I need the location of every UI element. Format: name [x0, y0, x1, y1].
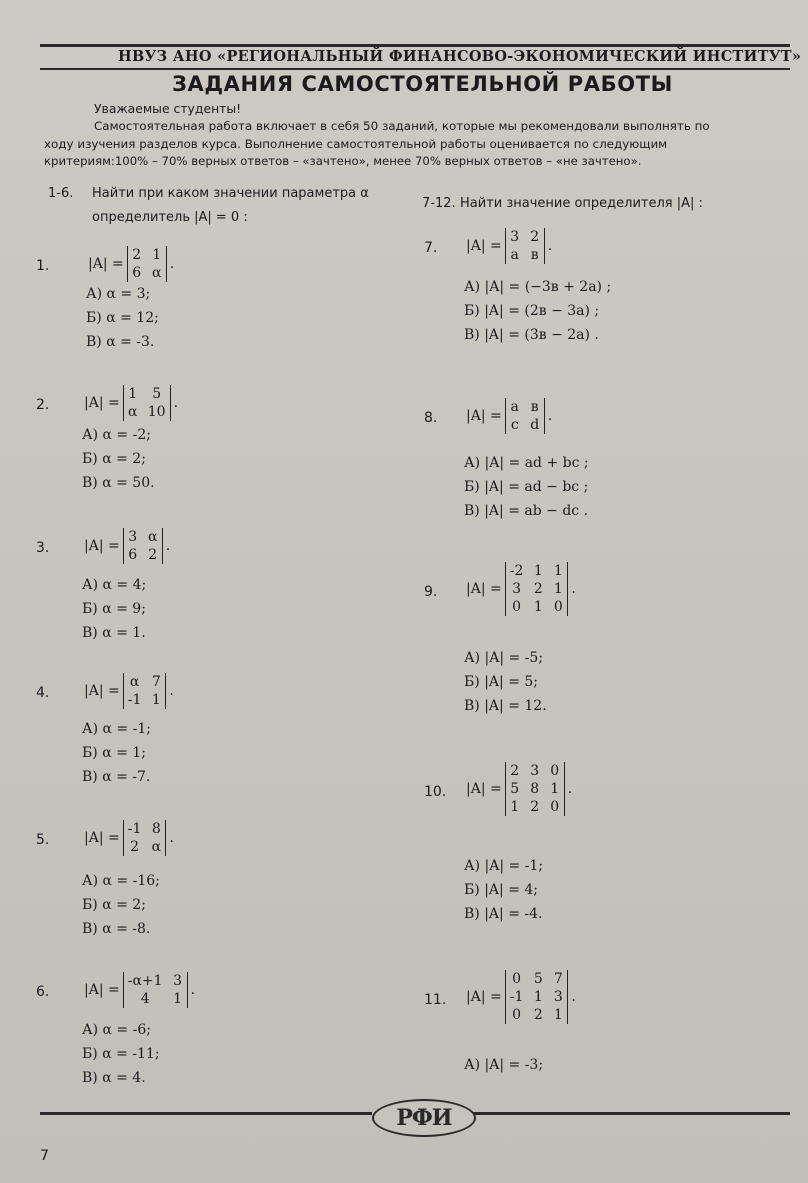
- matrix-cell: 1: [151, 692, 161, 708]
- left-determinant: [84, 528, 170, 564]
- matrix-cell: 1: [152, 247, 162, 263]
- determinant-lhs: |A| =: [466, 581, 502, 597]
- left-answer-option: А) α = 3;: [86, 286, 151, 302]
- matrix-cell: в: [530, 399, 539, 415]
- matrix-cell: 0: [550, 799, 560, 815]
- matrix-cell: 1: [553, 1007, 563, 1023]
- left-answer-option: В) α = 50.: [82, 475, 155, 491]
- right-problem-number: 7.: [424, 240, 438, 256]
- left-problem-number: 3.: [36, 540, 50, 556]
- left-answer-option: А) α = 4;: [82, 577, 147, 593]
- right-answer-option: А) |A| = (−3в + 2а) ;: [464, 279, 612, 295]
- determinant-period: .: [169, 256, 175, 272]
- matrix-cell: 0: [512, 971, 522, 987]
- determinant-lhs: |A| =: [84, 395, 120, 411]
- determinant-period: .: [571, 581, 576, 597]
- matrix-cell: 5: [152, 386, 162, 402]
- right-answer-option: А) |A| = ad + bc ;: [464, 455, 589, 471]
- matrix-cell: 3: [512, 581, 522, 597]
- left-problem-number: 2.: [36, 397, 50, 413]
- matrix-cell: α: [151, 839, 162, 855]
- right-answer-option: Б) |A| = (2в − 3а) ;: [464, 303, 600, 319]
- matrix-cell: 0: [512, 599, 522, 615]
- left-determinant: [84, 820, 174, 856]
- page-number: 7: [40, 1148, 49, 1164]
- determinant-matrix: [123, 385, 171, 421]
- left-answer-option: А) α = -16;: [82, 873, 160, 889]
- matrix-cell: 0: [512, 1007, 522, 1023]
- matrix-cell: α: [129, 674, 140, 690]
- left-answer-option: Б) α = -11;: [82, 1046, 160, 1062]
- determinant-matrix: [505, 762, 565, 816]
- matrix-cell: а: [510, 399, 519, 415]
- determinant-matrix: [123, 972, 188, 1008]
- left-answer-option: В) α = -8.: [82, 921, 151, 937]
- right-answer-option: А) |A| = -5;: [464, 650, 544, 666]
- left-answer-option: В) α = -7.: [82, 769, 151, 785]
- left-answer-option: Б) α = 9;: [82, 601, 146, 617]
- matrix-cell: 1: [533, 563, 543, 579]
- right-answer-option: А) |A| = -1;: [464, 858, 544, 874]
- determinant-lhs: |A| =: [466, 408, 502, 424]
- right-section-label: 7-12.: [422, 196, 456, 211]
- matrix-cell: 1: [550, 781, 560, 797]
- matrix-cell: 1: [553, 563, 563, 579]
- matrix-cell: 1: [553, 581, 563, 597]
- matrix-cell: 0: [550, 763, 560, 779]
- matrix-cell: 8: [151, 821, 161, 837]
- right-answer-option: Б) |A| = 5;: [464, 674, 538, 690]
- left-answer-option: Б) α = 12;: [86, 310, 159, 326]
- right-problem-number: 11.: [424, 992, 447, 1008]
- left-answer-option: Б) α = 2;: [82, 451, 146, 467]
- matrix-cell: 3: [553, 989, 563, 1005]
- left-answer-option: А) α = -1;: [82, 721, 151, 737]
- determinant-period: .: [169, 683, 174, 699]
- matrix-cell: 5: [510, 781, 520, 797]
- matrix-cell: 1: [533, 989, 543, 1005]
- right-answer-option: А) |A| = -3;: [464, 1057, 544, 1073]
- determinant-matrix: [505, 228, 545, 264]
- left-section-text-1: Найти при каком значении параметра α: [92, 186, 369, 201]
- matrix-cell: -2: [509, 563, 524, 579]
- matrix-cell: d: [530, 417, 540, 433]
- matrix-cell: а: [510, 247, 519, 263]
- matrix-cell: 2: [530, 799, 540, 815]
- matrix-cell: 2: [533, 1007, 543, 1023]
- left-determinant: [84, 385, 178, 421]
- determinant-period: .: [547, 408, 553, 424]
- determinant-lhs: |A| =: [84, 538, 120, 554]
- determinant-matrix: [127, 246, 167, 282]
- right-determinant: [466, 228, 552, 264]
- matrix-cell: α: [128, 404, 138, 420]
- matrix-cell: 3: [128, 529, 138, 545]
- matrix-cell: 7: [553, 971, 563, 987]
- left-determinant: [84, 972, 195, 1008]
- determinant-period: .: [571, 989, 576, 1005]
- matrix-cell: 3: [530, 763, 540, 779]
- determinant-matrix: [123, 528, 163, 564]
- left-answer-option: Б) α = 1;: [82, 745, 146, 761]
- header-rule-top: [40, 44, 790, 47]
- left-section-text-2: определитель |A| = 0 :: [92, 210, 248, 225]
- left-problem-number: 5.: [36, 832, 50, 848]
- determinant-period: .: [169, 830, 174, 846]
- determinant-lhs: |A| =: [84, 683, 120, 699]
- matrix-cell: 2: [530, 229, 540, 245]
- intro-line-3: критериям:100% – 70% верных ответов – «зачтено», менее 70% верных ответов – «не зачтено».: [44, 154, 642, 168]
- matrix-cell: α: [148, 529, 158, 545]
- matrix-cell: 6: [128, 547, 138, 563]
- determinant-lhs: |A| =: [466, 238, 502, 254]
- matrix-cell: 6: [132, 265, 142, 281]
- right-problem-number: 8.: [424, 410, 438, 426]
- right-answer-option: Б) |A| = ad − bc ;: [464, 479, 589, 495]
- determinant-period: .: [190, 982, 196, 998]
- matrix-cell: 4: [140, 991, 150, 1007]
- matrix-cell: с: [510, 417, 519, 433]
- matrix-cell: 1: [128, 386, 138, 402]
- matrix-cell: 1: [533, 599, 543, 615]
- matrix-cell: 2: [533, 581, 543, 597]
- logo-text: РФИ: [396, 1105, 452, 1131]
- page-title: ЗАДАНИЯ САМОСТОЯТЕЛЬНОЙ РАБОТЫ: [172, 72, 673, 96]
- right-problem-number: 9.: [424, 584, 438, 600]
- determinant-matrix: [123, 820, 167, 856]
- intro-line-2: ходу изучения разделов курса. Выполнение самостоятельной работы оценивается по следующим: [44, 137, 668, 151]
- determinant-period: .: [165, 538, 171, 554]
- right-problem-number: 10.: [424, 784, 447, 800]
- left-problem-number: 4.: [36, 685, 50, 701]
- matrix-cell: 2: [510, 763, 520, 779]
- right-determinant: [466, 562, 576, 616]
- matrix-cell: в: [530, 247, 539, 263]
- determinant-matrix: [123, 673, 167, 709]
- determinant-lhs: |A| =: [84, 982, 120, 998]
- rfi-logo: [372, 1099, 476, 1137]
- right-section-text: Найти значение определителя |A| :: [460, 196, 703, 211]
- right-answer-option: В) |A| = (3в − 2а) .: [464, 327, 599, 343]
- determinant-lhs: |A| =: [466, 781, 502, 797]
- determinant-matrix: [505, 398, 545, 434]
- matrix-cell: 0: [553, 599, 563, 615]
- left-answer-option: В) α = 1.: [82, 625, 146, 641]
- institute-name: НВУЗ АНО «РЕГИОНАЛЬНЫЙ ФИНАНСОВО-ЭКОНОМИЧЕСКИЙ ИНСТИТУТ»: [118, 48, 802, 65]
- matrix-cell: 1: [510, 799, 520, 815]
- matrix-cell: α: [152, 265, 162, 281]
- matrix-cell: 10: [147, 404, 166, 420]
- matrix-cell: -1: [509, 989, 524, 1005]
- determinant-lhs: |A| =: [466, 989, 502, 1005]
- right-answer-option: Б) |A| = 4;: [464, 882, 538, 898]
- left-answer-option: Б) α = 2;: [82, 897, 146, 913]
- intro-greeting: Уважаемые студенты!: [94, 101, 242, 116]
- left-problem-number: 1.: [36, 258, 50, 274]
- right-determinant: [466, 398, 552, 434]
- left-determinant: [84, 673, 174, 709]
- matrix-cell: 3: [173, 973, 183, 989]
- determinant-matrix: [505, 970, 569, 1024]
- footer-rule-right: [472, 1112, 790, 1115]
- left-determinant: [88, 246, 174, 282]
- matrix-cell: -1: [127, 692, 142, 708]
- matrix-cell: -1: [127, 821, 142, 837]
- right-answer-option: В) |A| = 12.: [464, 698, 547, 714]
- determinant-matrix: [505, 562, 569, 616]
- matrix-cell: 1: [173, 991, 183, 1007]
- determinant-period: .: [173, 395, 179, 411]
- matrix-cell: 8: [530, 781, 540, 797]
- left-answer-option: В) α = 4.: [82, 1070, 146, 1086]
- matrix-cell: 2: [132, 247, 142, 263]
- determinant-period: .: [547, 238, 553, 254]
- matrix-cell: -α+1: [127, 973, 163, 989]
- left-problem-number: 6.: [36, 984, 50, 1000]
- intro-line-1: Самостоятельная работа включает в себя 50 заданий, которые мы рекомендовали выполнять по: [94, 119, 710, 133]
- left-answer-option: В) α = -3.: [86, 334, 155, 350]
- right-answer-option: В) |A| = ab − dc .: [464, 503, 589, 519]
- right-determinant: [466, 762, 572, 816]
- right-determinant: [466, 970, 576, 1024]
- header-rule-bottom: [40, 68, 790, 70]
- matrix-cell: 2: [130, 839, 140, 855]
- right-answer-option: В) |A| = -4.: [464, 906, 543, 922]
- matrix-cell: 5: [533, 971, 543, 987]
- matrix-cell: 7: [151, 674, 161, 690]
- left-answer-option: А) α = -2;: [82, 427, 151, 443]
- determinant-period: .: [567, 781, 573, 797]
- left-section-label: 1-6.: [48, 186, 74, 201]
- matrix-cell: 3: [510, 229, 520, 245]
- determinant-lhs: |A| =: [88, 256, 124, 272]
- matrix-cell: 2: [148, 547, 158, 563]
- footer-rule-left: [40, 1112, 372, 1115]
- left-answer-option: А) α = -6;: [82, 1022, 151, 1038]
- determinant-lhs: |A| =: [84, 830, 120, 846]
